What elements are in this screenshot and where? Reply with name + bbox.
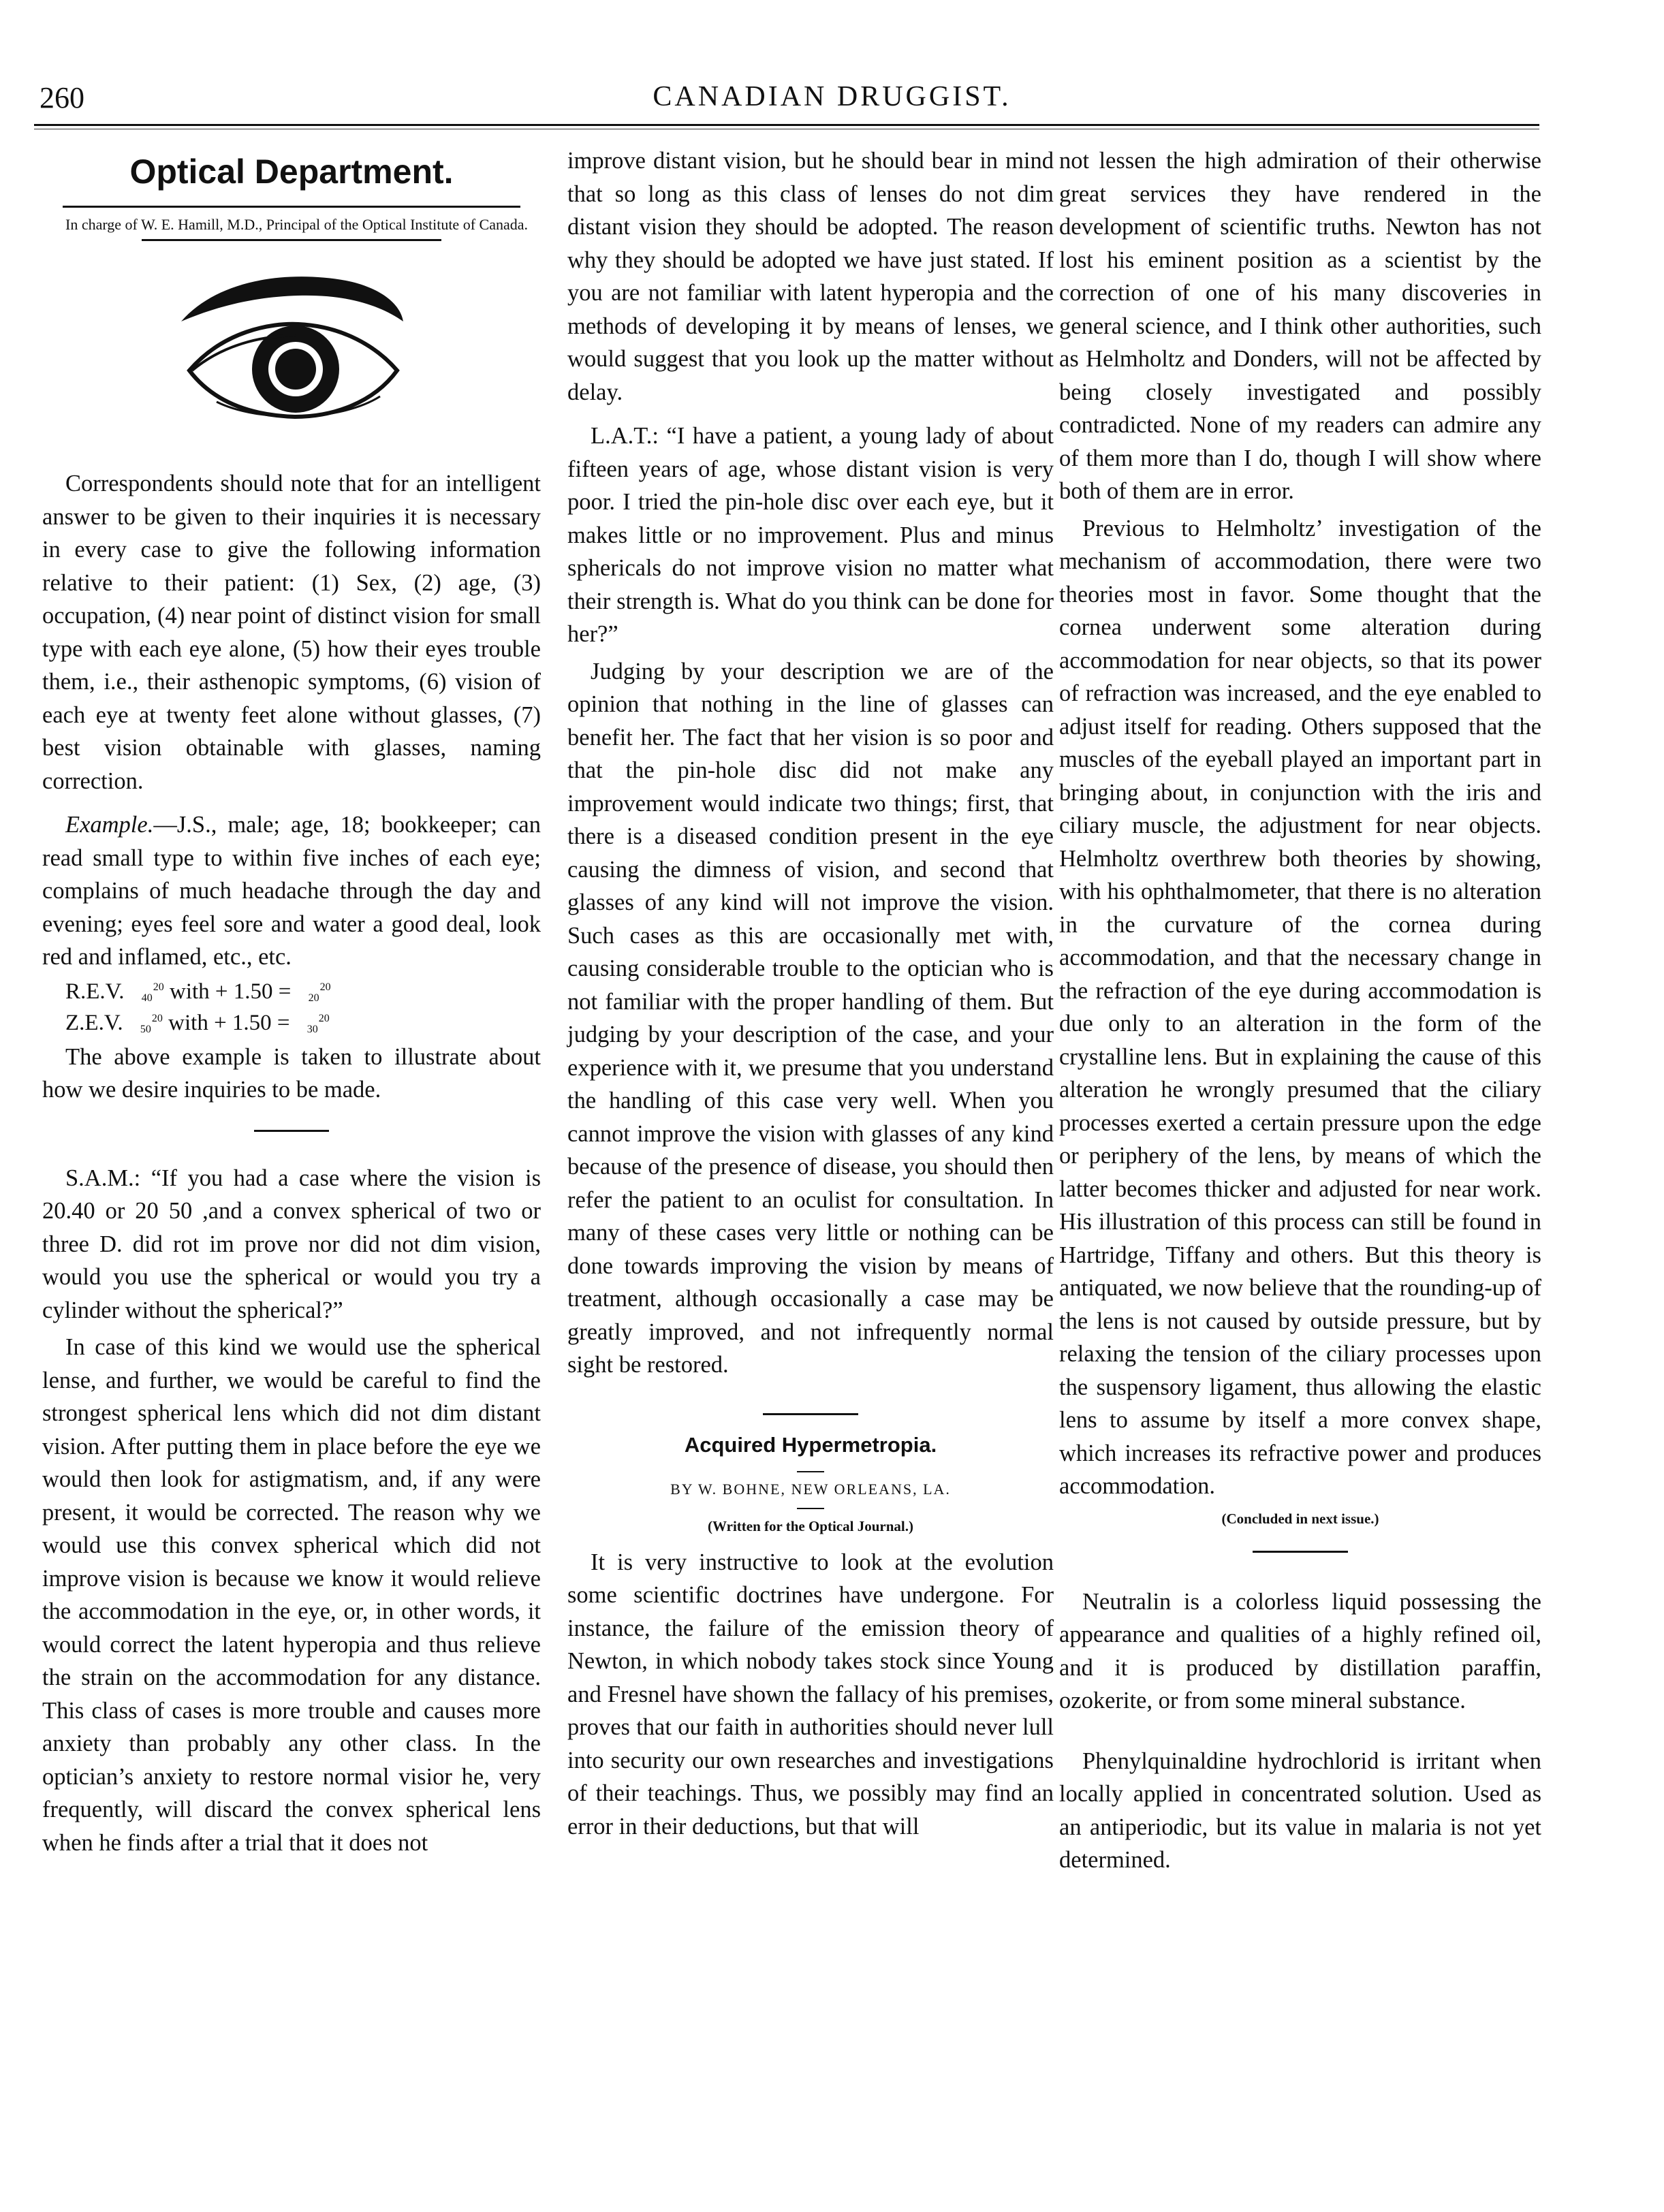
example-label: Example. xyxy=(65,812,154,838)
eye-illustration xyxy=(42,268,541,425)
journal-title: CANADIAN DRUGGIST. xyxy=(653,81,1011,112)
fraction-top: 20 xyxy=(319,981,331,993)
example-text: —J.S., male; age, 18; bookkeeper; can read small type to within five inches of each eye; complains of much headache through the day and evening; eyes feel sore and water a good deal, look red and inflamed, etc., etc. xyxy=(42,812,541,970)
fraction-bottom: 20 xyxy=(308,992,319,1004)
column-1 xyxy=(42,144,541,1863)
correspondents-paragraph: Correspondents should note that for an intelligent answer to be given to their inquiries it is necessary in every case to give the following information relative to their patient: (1) Sex, (2) age, (3) occupation, (4) near point of distinct vision for small type with each eye alone, (5) how their eyes trouble them, i.e., their asthenopic symptoms, (6) vision of each eye at twenty feet alone without glasses, (7) best vision obtainable with glasses, naming correction. xyxy=(42,471,541,794)
page-number: 260 xyxy=(40,81,84,114)
fraction xyxy=(129,1013,163,1035)
fraction-bottom: 40 xyxy=(141,992,153,1004)
separator-rule xyxy=(254,1130,329,1132)
lat-answer: Judging by your description we are of the opinion that nothing in the line of glasses can benefit her. The fact that her vision is so poor and that the pin-hole disc did not make any improvement would indicate two things; first, that there is a diseased condition present in the eye causing the dimness of vision, and second that glasses of any kind will not improve the vision. Such cases as this are occasionally met with, causing considerable trouble to the optician who is not familiar with the proper handling of them. But judging by your description of the case, and your experience with it, we presume that you understand the handling of this case very well. When you cannot improve the vision with glasses of any kind because of the presence of disease, you should then refer the patient to an oculist for consultation. In many of these cases very little or nothing can be done towards improving the vision by means of treatment, although occasionally a case may be greatly improved, and not infrequently normal sight be restored. xyxy=(567,658,1054,1378)
article-source: (Written for the Optical Journal.) xyxy=(708,1517,913,1534)
zev-formula xyxy=(42,1009,541,1037)
fraction xyxy=(297,982,331,1004)
eye-icon xyxy=(176,268,407,425)
title-rule xyxy=(63,206,520,208)
zev-with: with + 1.50 = xyxy=(168,1010,290,1035)
fraction xyxy=(296,1013,330,1035)
neutralin-paragraph: Neutralin is a colorless liquid possessing the appearance and qualities of a highly refined oil, and it is produced by distillation paraffin, ozokerite, or from some mineral substance. xyxy=(1059,1588,1541,1713)
in-charge-note: In charge of W. E. Hamill, M.D., Principal of the Optical Institute of Canada. xyxy=(65,216,528,233)
concluded-note: (Concluded in next issue.) xyxy=(1221,1510,1379,1527)
column-3 xyxy=(1059,144,1541,1881)
example-note: The above example is taken to illustrate about how we desire inquiries to be made. xyxy=(42,1043,541,1103)
helmholtz-paragraph: Previous to Helmholtz’ investigation of the mechanism of accommodation, there were two theories most in favor. Some thought that the cornea underwent some alteration during accommodation for near objects, so that its power of refraction was increased, and the eye enabled to adjust itself for reading. Others supposed that the muscles of the eyeball played an important part in bringing about, in conjunction with the iris and ciliary muscle, the adjustment for near objects. Helmholtz overthrew both theories by showing, with his ophthalmometer, that there is no alteration in the curvature of the cornea during accommodation, and that the necessary change in the refraction of the eye during accommodation is due only to an alteration in the form of the crystalline lens. But in explaining the cause of this alteration he wrongly presumed that the ciliary processes exerted a certain pressure upon the edge or periphery of the lens, by means of which the latter becomes thicker and adjusted for near work. His illustration of this process can still be found in Hartridge, Tiffany and others. But this theory is antiquated, we now believe that the rounding-up of the lens is not caused by outside pressure, but by relaxing the tension of the ciliary processes upon the suspensory ligament, thus allowing the elastic lens to assume by itself a more convex shape, which increases its refractive power and produces accommodation. xyxy=(1059,515,1541,1499)
rev-label: R.E.V. xyxy=(65,979,125,1004)
zev-label: Z.E.V. xyxy=(65,1010,123,1035)
answer-continued: improve distant vision, but he should bear in mind that so long as this class of lenses do not dim distant vision they should be adopted. The reason why they should be adopted we have just stated. If you are not familiar with latent hyperopia and the methods of developing it by means of lenses, we would suggest that you look up the matter without delay. xyxy=(567,148,1054,405)
rev-with: with + 1.50 = xyxy=(170,979,292,1004)
fraction-top: 20 xyxy=(151,1012,163,1024)
title-dash xyxy=(797,1471,824,1472)
article-title: Acquired Hypermetropia. xyxy=(684,1432,937,1457)
rev-formula xyxy=(42,978,541,1005)
sam-question: S.A.M.: “If you had a case where the vision is 20.40 or 20 50 ,and a convex spherical of two or three D. did rot im prove nor did not dim vision, would you use the spherical or would you try a cylinder without the spherical?” xyxy=(42,1165,541,1323)
column-2 xyxy=(567,144,1054,1847)
separator-rule xyxy=(763,1413,858,1415)
byline-dash xyxy=(797,1508,824,1509)
article-intro: It is very instructive to look at the evolution some scientific doctrines have undergone. For instance, the failure of the emission theory of Newton, in which nobody takes stock since Young and Fresnel have shown the fallacy of his premises, proves that our faith in authorities should never lull into security our own researches and investigations of their teachings. Thus, we possibly may find an error in their deductions, but that will xyxy=(567,1549,1054,1839)
fraction-bottom: 50 xyxy=(140,1023,151,1035)
section-rule xyxy=(142,239,441,241)
lat-question: L.A.T.: “I have a patient, a young lady of about fifteen years of age, whose distant vision is very poor. I tried the pin-hole disc over each eye, but it makes little or no improvement. Plus and minus sphericals do not improve vision no matter what their strength is. What do you think can be done for her?” xyxy=(567,423,1054,647)
separator-rule xyxy=(1253,1551,1348,1553)
example-paragraph xyxy=(42,808,541,974)
header-rule xyxy=(34,124,1539,126)
fraction-top: 20 xyxy=(153,981,164,993)
fraction-bottom: 30 xyxy=(307,1023,318,1035)
fraction-top: 20 xyxy=(318,1012,330,1024)
article-continued: not lessen the high admiration of their otherwise great services they have rendered in the development of scientific truths. Newton has not lost his eminent position as a scientist by the correction of one of his many discoveries in general science, and I think other authorities, such as Helmholtz and Donders, will not be affected by being closely investigated and possibly contradicted. None of my readers can admire any of them more than I do, though I will show where both of them are in error. xyxy=(1059,148,1541,504)
phenylquinaldine-paragraph: Phenylquinaldine hydrochlorid is irritant when locally applied in concentrated solution. Used as an antiperiodic, but its value in malaria is not yet determined. xyxy=(1059,1748,1541,1873)
article-byline: BY W. BOHNE, NEW ORLEANS, LA. xyxy=(670,1480,951,1498)
fraction xyxy=(130,982,164,1004)
sam-answer: In case of this kind we would use the spherical lense, and further, we would be careful to find the strongest spherical lens which did not dim distant vision. After putting them in place before the eye we would then look for astigmatism, and, if any were present, it would be corrected. The reason why we would use this convex spherical which did not improve vision is because we know it would relieve the accommodation in the eye, or, in other words, it would correct the latent hyperopia and thus relieve the strain on the accommodation for any distance. This class of cases is more trouble and causes more anxiety than probably any other class. In the optician’s anxiety to restore normal visior he, very frequently, will discard the convex spherical lens when he finds after a trial that it does not xyxy=(42,1334,541,1856)
department-title: Optical Department. xyxy=(129,153,454,191)
